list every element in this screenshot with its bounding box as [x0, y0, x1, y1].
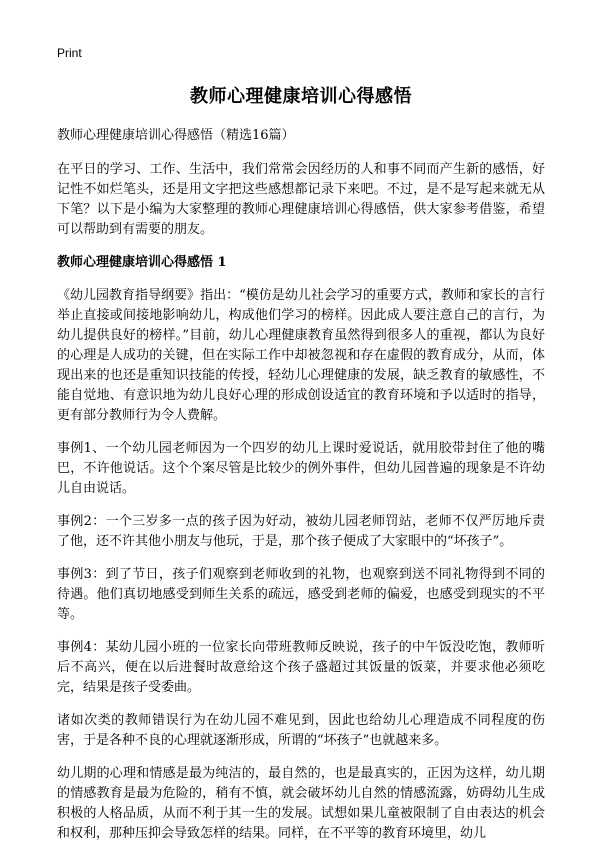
paragraph: 事例4：某幼儿园小班的一位家长向带班教师反映说，孩子的中午饭没吃饱，教师听后不高兴，便在以后进餐时故意给这个孩子盛超过其饭量的饭菜，并要求他必须吃完，结果是孩子受委曲。 — [57, 640, 545, 695]
paragraph: 事例3：到了节日，孩子们观察到老师收到的礼物，也观察到送不同礼物得到不同的待遇。他们真切地感受到师生关系的疏远，感受到老师的偏爱，也感受到现实的不平等。 — [57, 567, 545, 622]
paragraph: 幼儿期的心理和情感是最为纯洁的，最自然的，也是最真实的，正因为这样，幼儿期的情感教育是最为危险的，稍有不慎，就会破坏幼儿自然的情感流露，妨碍幼儿生成积极的人格品质，从而不利于其一生的发展。试想如果儿童被限制了自由表达的机会和权利，那种压抑会导致怎样的结果。同样，在不平等的教育环境里，幼儿 — [57, 766, 545, 841]
paragraph: 诸如次类的教师错误行为在幼儿园不难见到，因此也给幼儿心理造成不同程度的伤害，于是各种不良的心理就逐渐形成，所谓的“坏孩子”也就越来多。 — [57, 713, 545, 748]
document-body — [57, 82, 545, 857]
document-subtitle: 教师心理健康培训心得感悟（精选16篇） — [57, 128, 295, 143]
paragraph: 事例1、一个幼儿园老师因为一个四岁的幼儿上课时爱说话，就用胶带封住了他的嘴巴，不许他说话。这个个案尽管是比较少的例外事件，但幼儿园普遍的现象是不许幼儿自由说话。 — [57, 441, 545, 496]
intro-paragraph: 在平日的学习、工作、生活中，我们常常会因经历的人和事不同而产生新的感悟，好记性不如烂笔头，还是用文字把这些感想都记录下来吧。不过，是不是写起来就无从下笔？以下是小编为大家整理的教师心理健康培训心得感悟，供大家参考借鉴，希望可以帮助到有需要的朋友。 — [57, 162, 545, 237]
paragraph: 《幼儿园教育指导纲要》指出：“模仿是幼儿社会学习的重要方式，教师和家长的言行举止直接或间接地影响幼儿，构成他们学习的榜样。因此成人要注意自己的言行，为幼儿提供良好的榜样。”目前，幼儿心理健康教育虽然得到很多人的重视，都认为良好的心理是人成功的关键，但在实际工作中却被忽视和存在虚假的教育成分，从而，体现出来的也还是重知识技能的传授，轻幼儿心理健康的发展，缺乏教育的敏感性，不能自觉地、有意识地为幼儿良好心理的形成创设适宜的教育环境和予以适时的指导，更有部分教师行为令人费解。 — [57, 288, 545, 423]
section-heading: 教师心理健康培训心得感悟 1 — [57, 255, 227, 270]
print-link[interactable]: Print — [57, 46, 82, 60]
paragraph: 事例2：一个三岁多一点的孩子因为好动，被幼儿园老师罚站，老师不仅严厉地斥责了他，还不许其他小朋友与他玩，于是，那个孩子便成了大家眼中的“坏孩子”。 — [57, 514, 545, 549]
page-title: 教师心理健康培训心得感悟 — [190, 86, 412, 107]
